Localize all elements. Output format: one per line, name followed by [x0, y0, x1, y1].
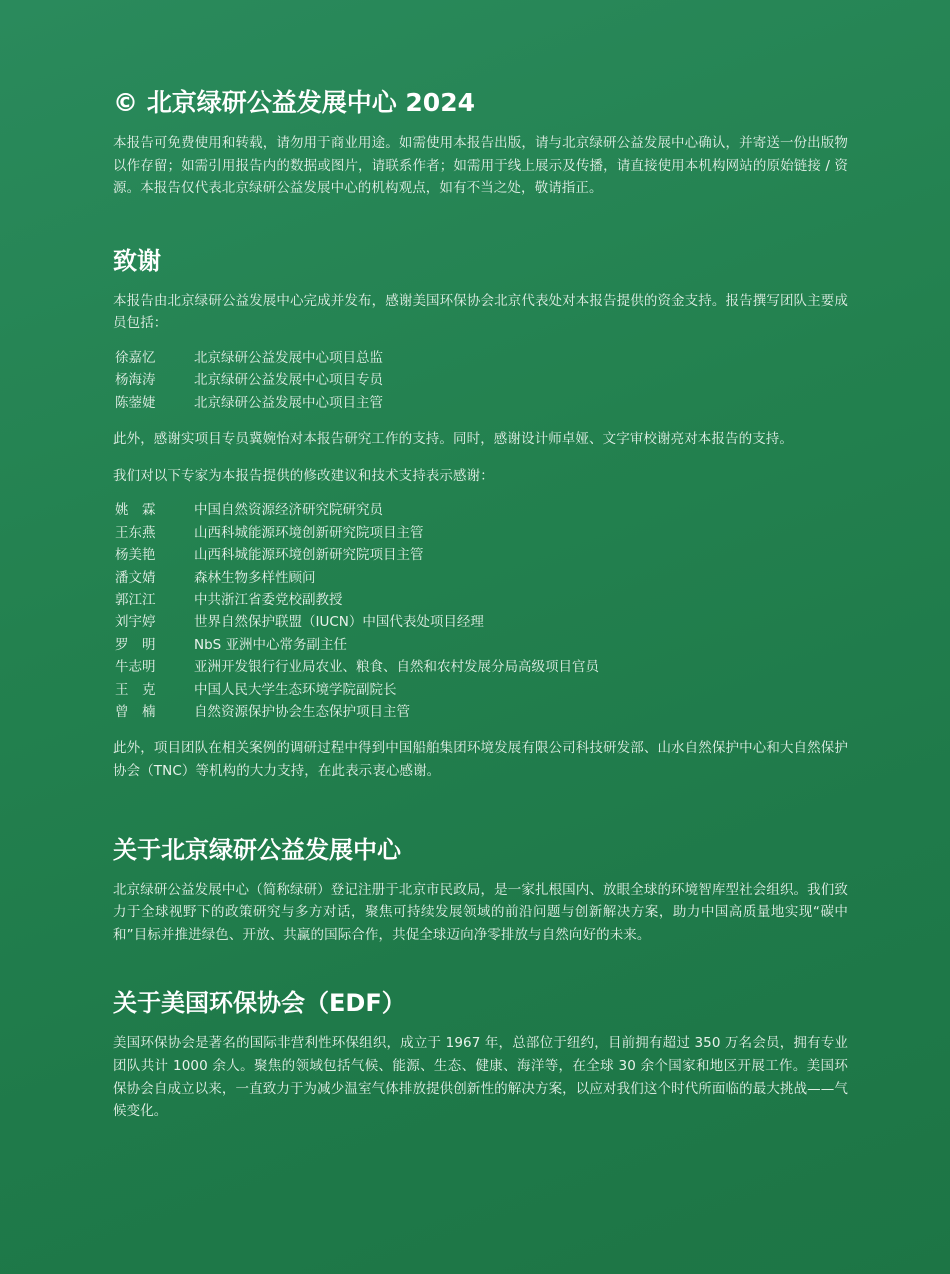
expert-name: 郭江江 [115, 592, 156, 608]
member-role: 北京绿研公益发展中心项目总监 [194, 349, 383, 366]
about-edf-section [113, 988, 848, 1122]
list-item [115, 347, 848, 369]
organization-thanks: 此外，项目团队在相关案例的调研过程中得到中国船舶集团环境发展有限公司科技研发部、山水自然保护中心和大自然保护协会（TNC）等机构的大力支持，在此表示衷心感谢。 [113, 740, 848, 780]
expert-name: 王 克 [115, 681, 156, 698]
list-item [115, 499, 848, 521]
member-name: 杨海涛 [115, 372, 156, 389]
expert-role: 森林生物多样性顾问 [194, 569, 316, 586]
expert-name: 刘宇婷 [115, 614, 156, 631]
member-name: 徐嘉忆 [115, 349, 156, 366]
list-item [115, 544, 848, 566]
expert-name: 杨美艳 [115, 547, 156, 564]
expert-role: 山西科城能源环境创新研究院项目主管 [194, 524, 424, 541]
expert-name: 王东燕 [115, 524, 156, 541]
list-item [115, 522, 848, 544]
acknowledgements-section [113, 246, 848, 783]
expert-role: 自然资源保护协会生态保护项目主管 [194, 704, 410, 721]
list-item [115, 679, 848, 701]
acknowledgements-intro: 本报告由北京绿研公益发展中心完成并发布，感谢美国环保协会北京代表处对本报告提供的资金支持。报告撰写团队主要成员包括： [113, 292, 848, 332]
expert-name: 罗 明 [115, 636, 156, 653]
expert-role: 山西科城能源环境创新研究院项目主管 [194, 547, 424, 564]
team-list [115, 347, 848, 414]
list-item [115, 611, 848, 633]
experts-list [115, 499, 848, 723]
expert-name: 潘文婧 [115, 569, 156, 586]
staff-thanks: 此外，感谢实项目专员冀婉怡对本报告研究工作的支持。同时，感谢设计师卓娅、文字审校谢亮对本报告的支持。 [113, 431, 793, 448]
acknowledgements-title: 致谢 [113, 246, 161, 275]
expert-role: 世界自然保护联盟（IUCN）中国代表处项目经理 [194, 614, 484, 631]
expert-role: 亚洲开发银行行业局农业、粮食、自然和农村发展分局高级项目官员 [194, 659, 599, 676]
member-role: 北京绿研公益发展中心项目专员 [194, 372, 383, 389]
report-page [113, 88, 848, 1123]
copyright-text: 本报告可免费使用和转载，请勿用于商业用途。如需使用本报告出版，请与北京绿研公益发展中心确认，并寄送一份出版物以作存留；如需引用报告内的数据或图片，请联系作者；如需用于线上展示及传播，请直接使用本机构网站的原始链接 / 资源。本报告仅代表北京绿研公益发展中心的机构观点，如有不当之处，敬请指正。 [113, 135, 848, 197]
expert-name: 曾 楠 [115, 704, 156, 721]
list-item [115, 634, 848, 656]
list-item [115, 656, 848, 678]
copyright-section [113, 88, 848, 200]
experts-intro: 我们对以下专家为本报告提供的修改建议和技术支持表示感谢： [113, 467, 494, 484]
about-greenovation-text: 北京绿研公益发展中心（简称绿研）登记注册于北京市民政局，是一家扎根国内、放眼全球的环境智库型社会组织。我们致力于全球视野下的政策研究与多方对话，聚焦可持续发展领域的前沿问题与创新解决方案，助力中国高质量地实现“碳中和”目标并推进绿色、开放、共赢的国际合作，共促全球迈向净零排放与自然向好的未来。 [113, 881, 848, 943]
about-greenovation-title: 关于北京绿研公益发展中心 [113, 835, 401, 864]
expert-role: 中国人民大学生态环境学院副院长 [194, 681, 397, 698]
expert-role: 中国自然资源经济研究院研究员 [194, 502, 383, 519]
member-role: 北京绿研公益发展中心项目主管 [194, 394, 383, 411]
copyright-title: © 北京绿研公益发展中心 2024 [113, 88, 475, 117]
list-item [115, 369, 848, 391]
about-greenovation-section [113, 835, 848, 947]
expert-role: NbS 亚洲中心常务副主任 [194, 636, 348, 653]
expert-name: 牛志明 [115, 659, 156, 676]
list-item [115, 589, 848, 611]
expert-name: 姚 霖 [115, 502, 156, 519]
member-name: 陈蓥婕 [115, 394, 156, 411]
about-edf-title: 关于美国环保协会（EDF） [113, 989, 406, 1018]
list-item [115, 567, 848, 589]
about-edf-text: 美国环保协会是著名的国际非营利性环保组织，成立于 1967 年，总部位于纽约，目前拥有超过 350 万名会员，拥有专业团队共计 1000 余人。聚焦的领域包括气候、能源、生态、健康、海洋等，在全球 30 余个国家和地区开展工作。美国环保协会自成立以来，一直致力于为减少温室气体排放提供创新性的解决方案，以应对我们这个时代所面临的最大挑战——气候变化。 [113, 1035, 848, 1120]
expert-role: 中共浙江省委党校副教授 [194, 592, 343, 608]
list-item [115, 392, 848, 414]
list-item [115, 701, 848, 723]
